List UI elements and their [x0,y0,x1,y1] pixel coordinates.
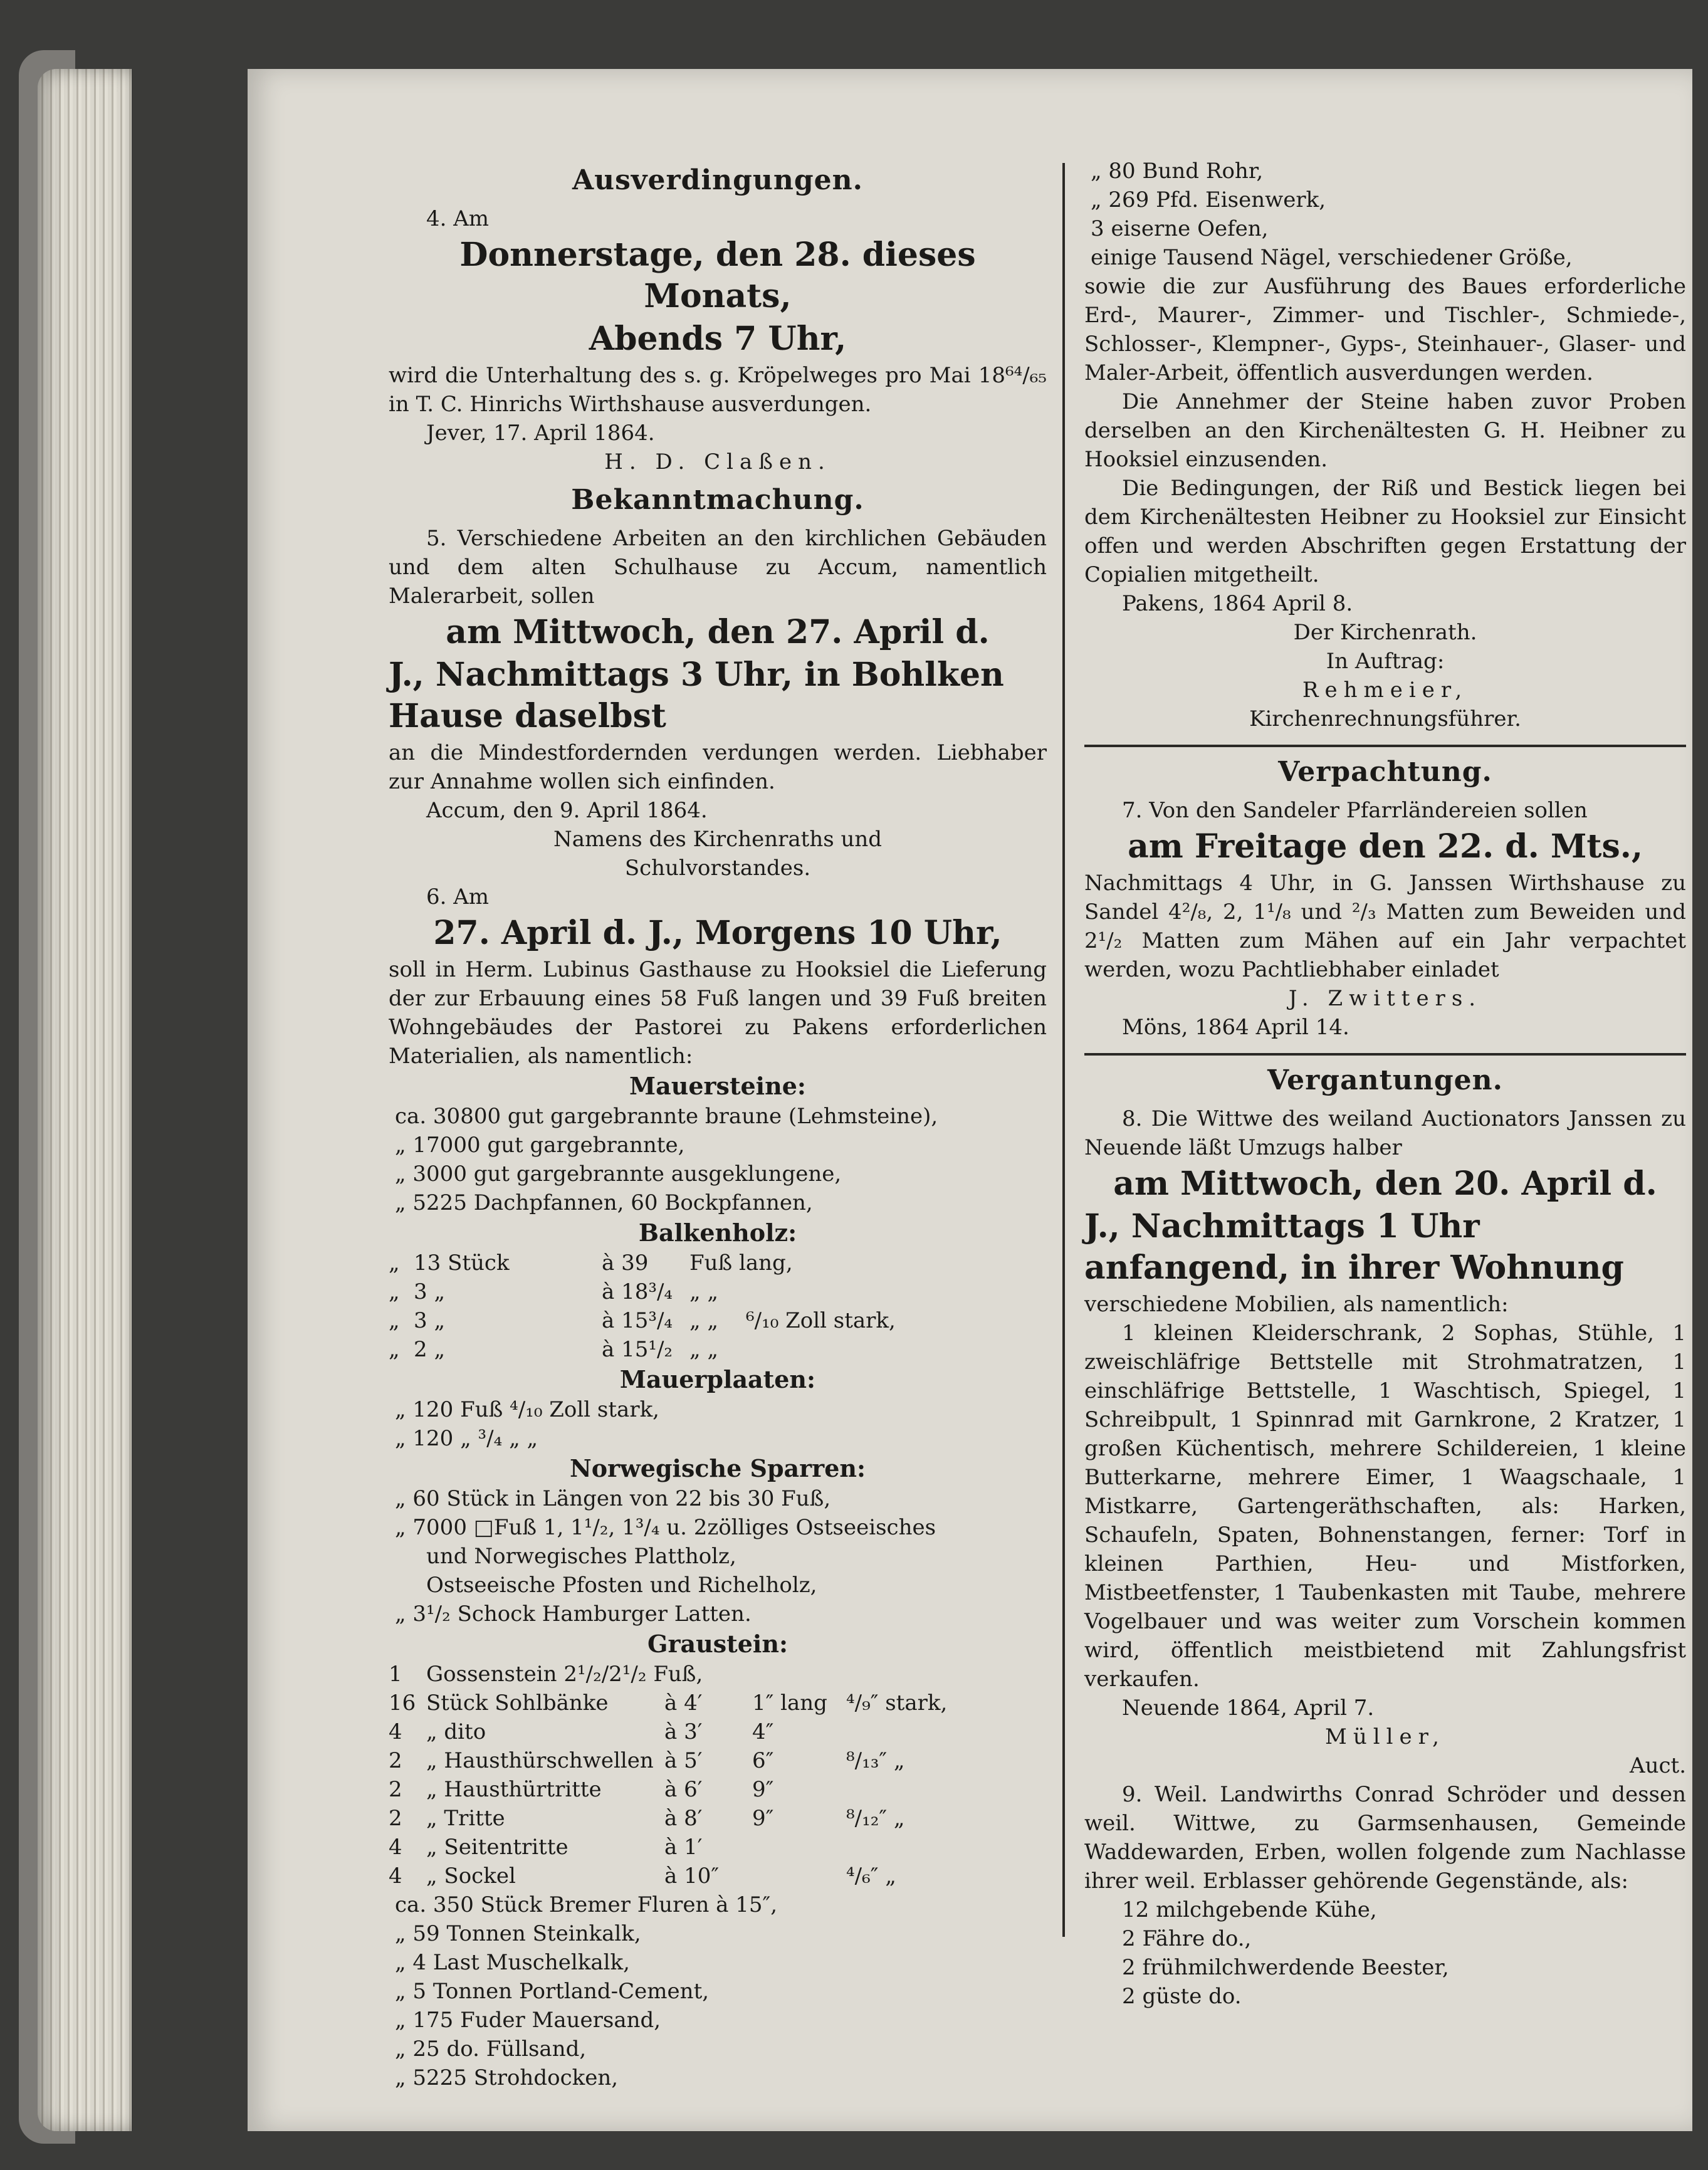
notice-6-signature-4: Kirchenrechnungsführer. [1249,706,1521,731]
notice-5-text-2: an die Mindestfordernden verdungen werden. Liebhaber zur Annahme wollen sich einfinden. [389,740,1047,794]
table-row [389,1717,1047,1746]
table-cell: „ Sockel [426,1863,516,1889]
notice-6-signature-3: Rehmeier, [1302,678,1469,703]
notice-4-intro: 4. Am [426,206,490,231]
list-item: ca. 30800 gut gargebrannte braune (Lehmsteine), [395,1104,938,1129]
list-item: „ 59 Tonnen Steinkalk, [395,1921,641,1946]
table-cell: „ „ [689,1279,719,1304]
notice-7-date-line: am Freitage den 22. d. Mts., [1128,827,1643,866]
table-cell [746,1335,1009,1364]
column-divider [1062,163,1065,1937]
table-cell: à 8′ [664,1806,703,1831]
table-cell: Fuß lang, [689,1250,793,1276]
list-item: 3 eiserne Oefen, [1091,216,1269,241]
notice-4-time-line: Abends 7 Uhr, [589,320,847,358]
table-cell: „ Tritte [426,1806,505,1831]
list-item: „ 17000 gut gargebrannte, [395,1133,685,1158]
notice-6-cont-text-3: Die Bedingungen, der Riß und Bestick liegen bei dem Kirchenältesten Heibner zu Hooksiel zur Einsicht offen und werden Abschriften gegen Erstattung der Copialien mitgetheilt. [1084,476,1686,587]
table-cell: à 3′ [664,1719,703,1744]
notice-6-text: soll in Herm. Lubinus Gasthause zu Hooksiel die Lieferung der zur Erbauung eines 58 Fuß langen und 39 Fuß breiten Wohngebäudes der Pastorei zu Pakens erforderlichen Materialien, als namentlich: [389,957,1047,1069]
table-row [389,1775,1047,1804]
table-cell: 1 [389,1662,402,1687]
table-row [389,1746,1047,1775]
page-edges [38,69,132,2131]
table-row [389,1862,1047,1890]
notice-4-signature: H. D. Claßen. [604,449,831,474]
sparren-heading: Norwegische Sparren: [569,1454,866,1482]
notice-7-text: 7. Von den Sandeler Pfarrländereien sollen [1122,798,1588,823]
table-cell: 4 [389,1863,402,1889]
table-cell: 16 [389,1690,416,1716]
table-cell: 4 [389,1835,402,1860]
mauersteine-list [389,1102,1047,1217]
table-cell: 6″ [752,1748,774,1773]
table-cell: Stück Sohlbänke [426,1690,609,1716]
balkenholz-table [389,1249,1047,1364]
misc-materials-list [389,1890,1047,2092]
list-item: „ 3000 gut gargebrannte ausgeklungene, [395,1161,842,1187]
table-cell: 3 „ [414,1279,446,1304]
table-cell: „ Seitentritte [426,1835,568,1860]
section-divider [1084,1053,1686,1056]
notice-5-place-line: J., Nachmittags 3 Uhr, in Bohlken Hause daselbst [389,656,1004,735]
table-cell: „ dito [426,1719,486,1744]
notice-4-date-line: Donnerstage, den 28. dieses Monats, [459,236,976,315]
list-item: 12 milchgebende Kühe, [1122,1897,1377,1922]
list-item: „ 25 do. Füllsand, [395,2036,587,2062]
table-cell: 2 [389,1748,402,1773]
table-cell: 13 Stück [414,1250,510,1276]
section-heading-verpachtung: Verpachtung. [1278,756,1492,788]
table-cell: à 15¹/₂ [602,1337,673,1362]
list-item: 2 frühmilchwerdende Beester, [1122,1955,1449,1980]
list-item: „ 5225 Strohdocken, [395,2065,619,2090]
table-row [389,1306,1047,1335]
table-cell: à 4′ [664,1690,703,1716]
table-cell: ⁸/₁₃″ „ [846,1748,905,1773]
list-item: „ 80 Bund Rohr, [1091,159,1264,184]
list-item: Ostseeische Pfosten und Richelholz, [426,1573,817,1598]
notice-8-date-line: am Mittwoch, den 20. April d. [1113,1165,1657,1203]
table-cell: 4″ [752,1719,774,1744]
notice-7-signature: J. Zwitters. [1288,986,1482,1011]
table-cell [846,1775,1022,1804]
table-cell: à 39 [602,1250,649,1276]
notice-6-signature-2: In Auftrag: [1326,649,1445,674]
section-heading-bekanntmachung: Bekanntmachung. [571,484,864,516]
list-item: „ 3¹/₂ Schock Hamburger Latten. [395,1601,752,1627]
table-cell: „ [389,1250,400,1276]
table-cell: 2 [389,1777,402,1802]
mauersteine-heading: Mauersteine: [629,1072,806,1100]
list-item: „ 120 Fuß ⁴/₁₀ Zoll stark, [395,1397,659,1422]
table-row [389,1335,1047,1364]
list-item: „ 5225 Dachpfannen, 60 Bockpfannen, [395,1190,813,1215]
notice-6-date: Pakens, 1864 April 8. [1122,591,1353,616]
table-cell: „ „ [689,1308,719,1333]
list-item: 2 güste do. [1122,1984,1242,2009]
table-row [389,1660,1047,1689]
notice-5-text: 5. Verschiedene Arbeiten an den kirchlichen Gebäuden und dem alten Schulhause zu Accum, namentlich Malerarbeit, sollen [389,526,1047,609]
notice-6-intro: 6. Am [426,884,490,909]
notice-8-items: 1 kleinen Kleiderschrank, 2 Sophas, Stühle, 1 zweischläfrige Bettstelle mit Strohmatratzen, 1 einschläfrige Bettstelle, 1 Waschtisch, Spiegel, 1 Schreibpult, 1 Spinnrad mit Garnkrone, 2 Kratzer, 1 großen Küchentisch, mehrere Schildereien, 1 kleine Butterkarne, mehrere Eimer, 1 Waagschaale, 1 Mistkarre, Gartengeräthschaften, als: Harken, Schaufeln, Spaten, Bohnenstangen, ferner: Torf in kleinen Parthien, Heu- und Mistforken, Mistbeetfenster, 1 Taubenkasten mit Taube, mehrere Vogelbauer und was weiter zum Vorschein kommen wird, öffentlich meistbietend mit Zahlungsfrist verkaufen. [1084,1321,1686,1692]
list-item: „ 120 „ ³/₄ „ „ [395,1426,538,1451]
notice-5-date-line: am Mittwoch, den 27. April d. [446,613,990,651]
table-cell: ⁶/₁₀ Zoll stark, [746,1308,896,1333]
section-divider [1084,745,1686,747]
table-cell: „ Hausthürtritte [426,1777,602,1802]
table-cell [746,1277,1009,1306]
newspaper-page [248,69,1692,2131]
table-cell: ⁸/₁₂″ „ [846,1806,905,1831]
notice-7-text-2: Nachmittags 4 Uhr, in G. Janssen Wirthshause zu Sandel 4²/₈, 2, 1¹/₈ und ²/₃ Matten zum Beweiden und 2¹/₂ Matten zum Mähen auf ein Jahr verpachtet werden, wozu Pachtliebhaber einladet [1084,871,1686,982]
graustein-table [389,1660,1047,1890]
notice-4-text: wird die Unterhaltung des s. g. Kröpelweges pro Mai 18⁶⁴/₆₅ in T. C. Hinrichs Wirthshause ausverdungen. [389,363,1047,417]
section-heading-ausverdingungen: Ausverdingungen. [572,164,863,196]
table-row [389,1689,1047,1717]
table-cell: 1″ lang [752,1690,827,1716]
list-item: ca. 350 Stück Bremer Fluren à 15″, [395,1892,778,1917]
table-cell [746,1249,1009,1277]
list-item: einige Tausend Nägel, verschiedener Größe, [1091,245,1573,270]
notice-6-signature-1: Der Kirchenrath. [1293,620,1477,645]
table-row [389,1804,1047,1833]
table-cell: ⁴/₉″ stark, [846,1690,948,1716]
table-cell: 2 [389,1806,402,1831]
notice-5-signature-2: Schulvorstandes. [624,856,811,881]
table-cell [846,1717,1022,1746]
table-cell [846,1660,1022,1689]
table-cell: à 6′ [664,1777,703,1802]
list-item: „ 175 Fuder Mauersand, [395,2008,661,2033]
table-cell [664,1660,752,1689]
table-cell: „ [389,1308,400,1333]
notice-8-text: 8. Die Wittwe des weiland Auctionators Janssen zu Neuende läßt Umzugs halber [1084,1106,1686,1160]
list-item: „ 269 Pfd. Eisenwerk, [1091,187,1326,212]
table-row [389,1277,1047,1306]
notice-8-signature-title: Auct. [1630,1753,1686,1778]
notice-6-cont-text-2: Die Annehmer der Steine haben zuvor Proben derselben an den Kirchenältesten G. H. Heibner zu Hooksiel einzusenden. [1084,389,1686,472]
table-cell [846,1833,1022,1862]
table-cell: 9″ [752,1777,774,1802]
right-column [1084,157,1686,2011]
notice-8-signature: Müller, [1325,1724,1445,1749]
table-cell: 3 „ [414,1308,446,1333]
table-cell: ⁴/₆″ „ [846,1863,896,1889]
list-item: „ 4 Last Muschelkalk, [395,1950,630,1975]
table-cell: „ Hausthürschwellen [426,1748,654,1773]
table-cell [752,1833,846,1862]
table-cell: 4 [389,1719,402,1744]
table-cell: à 15³/₄ [602,1308,673,1333]
list-item: 2 Fähre do., [1122,1926,1252,1951]
table-cell: „ [389,1337,400,1362]
notice-4-date: Jever, 17. April 1864. [426,421,655,446]
notice-6-cont-text: sowie die zur Ausführung des Baues erforderliche Erd-, Maurer-, Zimmer- und Tischler-, Schmiede-, Schlosser-, Klempner-, Gyps-, Steinhauer-, Glaser- und Maler-Arbeit, öffentlich ausverdungen werden. [1084,274,1686,385]
list-item: „ 60 Stück in Längen von 22 bis 30 Fuß, [395,1486,831,1511]
table-cell: à 10″ [664,1863,720,1889]
notice-8-place-line: J., Nachmittags 1 Uhr anfangend, in ihrer Wohnung [1084,1207,1624,1287]
notice-8-date: Neuende 1864, April 7. [1122,1696,1375,1721]
notice-5-date: Accum, den 9. April 1864. [426,798,708,823]
table-cell [752,1862,846,1890]
notice-6-date-line: 27. April d. J., Morgens 10 Uhr, [433,914,1002,952]
notice-5-signature-1: Namens des Kirchenraths und [553,827,883,852]
table-row [389,1833,1047,1862]
table-cell: à 5′ [664,1748,703,1773]
left-column [389,157,1047,2092]
table-cell: 2 „ [414,1337,446,1362]
table-cell: 9″ [752,1806,774,1831]
table-cell: „ [389,1279,400,1304]
notice-9-text: 9. Weil. Landwirths Conrad Schröder und dessen weil. Wittwe, zu Garmsenhausen, Gemeinde Waddewarden, Erben, wollen folgende zum Nachlasse ihrer weil. Erblasser gehörende Gegenstände, als: [1084,1782,1686,1894]
table-cell: „ „ [689,1337,719,1362]
graustein-heading: Graustein: [647,1630,788,1658]
balkenholz-heading: Balkenholz: [638,1219,797,1247]
notice-7-date: Möns, 1864 April 14. [1122,1015,1349,1040]
list-item: „ 7000 □Fuß 1, 1¹/₂, 1³/₄ u. 2zölliges Ostseeisches [395,1515,936,1540]
notice-8-text-2: verschiedene Mobilien, als namentlich: [1084,1292,1509,1317]
table-cell: Gossenstein 2¹/₂/2¹/₂ Fuß, [426,1662,703,1687]
list-item: und Norwegisches Plattholz, [426,1544,736,1569]
table-row [389,1249,1047,1277]
list-item: „ 5 Tonnen Portland-Cement, [395,1979,710,2004]
table-cell: à 18³/₄ [602,1279,673,1304]
table-cell [752,1660,846,1689]
mauerplaaten-heading: Mauerplaaten: [619,1365,816,1393]
table-cell: à 1′ [664,1835,703,1860]
section-heading-vergantungen: Vergantungen. [1267,1064,1503,1096]
